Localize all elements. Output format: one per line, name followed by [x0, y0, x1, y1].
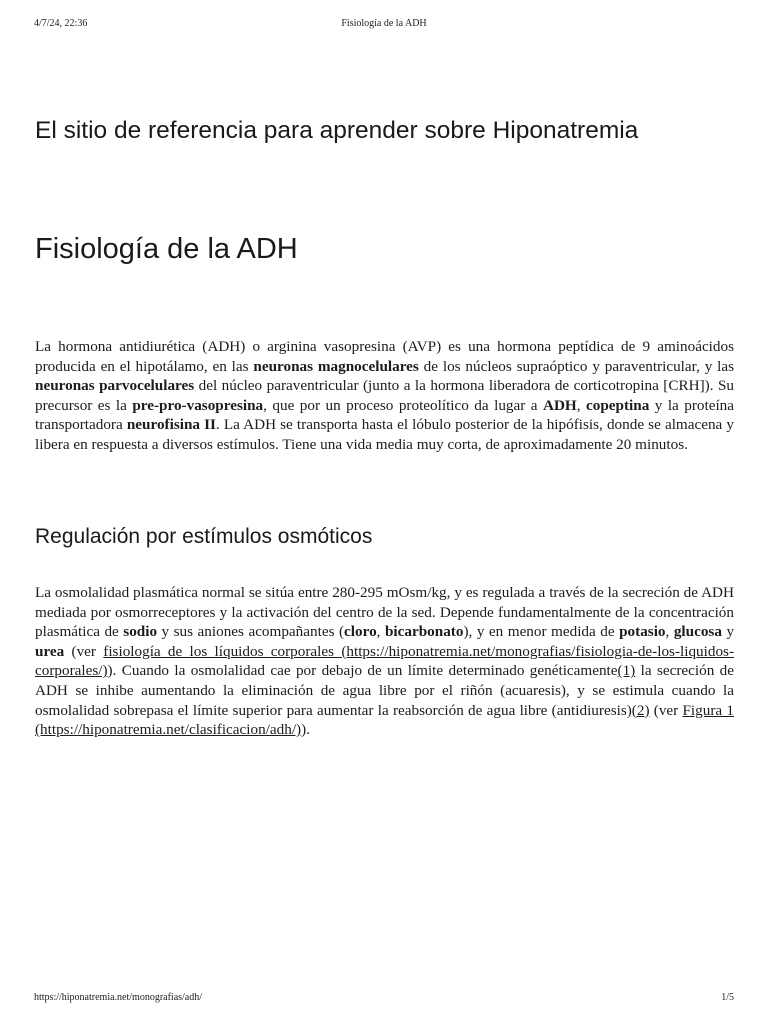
osmotic-bold: cloro: [344, 623, 377, 641]
print-header: [34, 18, 734, 32]
osmotic-text: ,: [665, 623, 674, 641]
intro-bold: neuronas parvocelulares: [35, 377, 195, 395]
osmotic-text: ), y en menor medida de: [463, 623, 620, 641]
page-title: Fisiología de la ADH: [35, 233, 298, 265]
print-page-title: Fisiología de la ADH: [341, 18, 427, 29]
reference-link-2[interactable]: (2): [631, 701, 650, 719]
reference-link-1[interactable]: (1): [617, 662, 636, 680]
intro-bold: ADH: [542, 396, 577, 414]
intro-paragraph: [35, 337, 734, 455]
intro-text: , que por un proceso proteolítico da lugar a: [263, 396, 543, 414]
intro-text: y la proteína transportadora: [35, 396, 734, 434]
osmotic-text: ).: [301, 721, 310, 739]
osmotic-text: la secreción de ADH se inhibe aumentando la eliminación de agua libre por el riñón (acuaresis), y se estimula cuando la osmolalidad sobrepasa el límite superior para aumentar la reabsorción de agua libre (antidiuresis): [35, 662, 735, 719]
osmotic-text: ,: [376, 623, 385, 641]
intro-bold: copeptina: [586, 396, 650, 414]
intro-bold: neurofisina II: [126, 416, 216, 434]
print-datetime: 4/7/24, 22:36: [34, 18, 88, 29]
osmotic-text: y sus aniones acompañantes (: [157, 623, 345, 641]
page-number: 1/5: [721, 992, 734, 1003]
section-heading-osmotic: Regulación por estímulos osmóticos: [35, 525, 373, 548]
link-fisiologia-liquidos[interactable]: fisiología de los líquidos corporales (https://hiponatremia.net/monografias/fisiologia-de-los-liquidos-corporales/): [35, 642, 735, 680]
osmotic-bold: potasio: [619, 623, 666, 641]
osmotic-paragraph: [35, 583, 734, 740]
osmotic-text: ). Cuando la osmolalidad cae por debajo de un límite determinado genéticamente: [107, 662, 618, 680]
intro-text: de los núcleos supraóptico y paraventricular, y las: [418, 357, 735, 375]
osmotic-bold: bicarbonato: [384, 623, 464, 641]
intro-text: ,: [576, 396, 586, 414]
osmotic-text: La osmolalidad plasmática normal se sitúa entre 280-295 mOsm/kg, y es regulada a través de la secreción de ADH mediada por osmorreceptores y la activación del centro de la sed. Depende fundamentalmente de la concentración plasmática de: [35, 584, 734, 641]
intro-bold: pre-pro-vasopresina: [132, 396, 264, 414]
osmotic-bold: sodio: [123, 623, 158, 641]
intro-bold: neuronas magnocelulares: [253, 357, 419, 375]
intro-text: . La ADH se transporta hasta el lóbulo posterior de la hipófisis, donde se almacena y libera en respuesta a diversos estímulos. Tiene una vida media muy corta, de aproximadamente 20 minutos.: [35, 416, 734, 453]
osmotic-bold: urea: [35, 642, 65, 660]
print-url: https://hiponatremia.net/monografias/adh/: [34, 992, 203, 1003]
link-figura-1[interactable]: Figura 1 (https://hiponatremia.net/clasificacion/adh/): [35, 701, 734, 739]
site-title: El sitio de referencia para aprender sobre Hiponatremia: [35, 117, 639, 144]
osmotic-text: (ver: [649, 701, 683, 719]
osmotic-text: (ver: [64, 642, 104, 660]
intro-text: La hormona antidiurética (ADH) o arginina vasopresina (AVP) es una hormona peptídica de 9 aminoácidos producida en el hipotálamo, en las: [35, 338, 734, 375]
intro-text: del núcleo paraventricular (junto a la hormona liberadora de corticotropina [CRH]). Su precursor es la: [35, 377, 734, 414]
osmotic-text: y: [721, 623, 735, 641]
print-footer: [34, 992, 734, 1006]
osmotic-bold: glucosa: [673, 623, 722, 641]
